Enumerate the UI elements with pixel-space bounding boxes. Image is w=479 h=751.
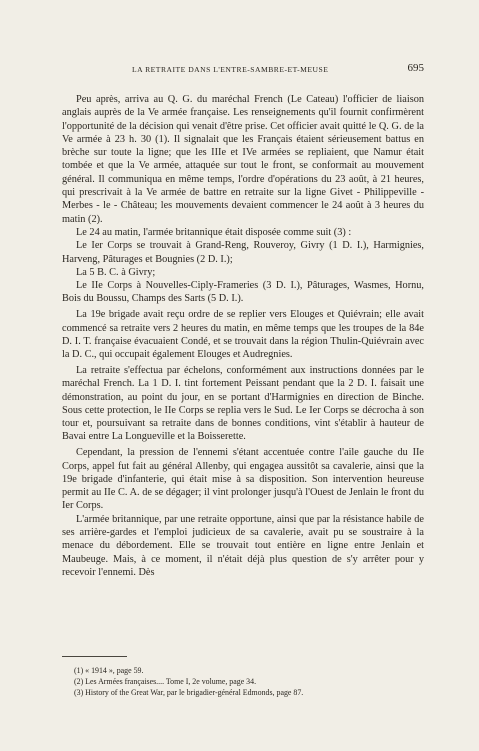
body-text	[62, 93, 424, 579]
paragraph: La 19e brigade avait reçu ordre de se replier vers Elouges et Quiévrain; elle avait commencé sa retraite vers 2 heures du matin, en même temps que les troupes de la 84e D. I. T. française évacuaient Condé, et se trouvait dans la région Thulin-Quiévrain avec la D. C., qui occupait également Elouges et Audregnies.	[62, 309, 424, 361]
paragraph: L'armée britannique, par une retraite opportune, ainsi que par la résistance habile de ses arrière-gardes et l'emploi judicieux de sa cavalerie, avait pu se soustraire à la menace du débordement. Elle se trouvait tout entière en ligne entre Jenlain et Maubeuge. Mais, à ce moment, il n'était déjà plus question de s'y arrêter pour y recevoir l'ennemi. Dès	[62, 513, 424, 578]
paragraph: Cependant, la pression de l'ennemi s'étant accentuée contre l'aile gauche du IIe Corps, appel fut fait au général Allenby, qui engagea aussitôt sa cavalerie, ainsi que la 19e brigade d'infanterie, qui était mise à sa disposition. Son intervention heureuse permit au IIe C. A. de se dégager; il vint prolonger jusqu'à l'Ouest de Jenlain le front du Ier Corps.	[62, 447, 424, 512]
paragraph: Le Ier Corps se trouvait à Grand-Reng, Rouveroy, Givry (1 D. I.), Harmignies, Harveng, Pâturages et Bougnies (2 D. I.);	[62, 240, 424, 265]
paragraph: La retraite s'effectua par échelons, conformément aux instructions données par le maréchal French. La 1 D. I. tint fortement Peissant pendant que la 2 D. I. faisait une démonstration, au point du jour, en se portant d'Harmignies en direction de Binche. Sous cette protection, le IIe Corps se replia vers le Sud. Le Ier Corps se décrocha à son tour et, poursuivant sa retraite dans de bonnes conditions, vint s'établir à hauteur de Bavai entre La Longueville et la Boisserette.	[62, 364, 424, 443]
footnotes	[62, 665, 424, 699]
page-number: 695	[407, 62, 424, 74]
footnote: (2) Les Armées françaises.... Tome I, 2e volume, page 34.	[74, 677, 257, 687]
footnote: (3) History of the Great War, par le brigadier-général Edmonds, page 87.	[74, 688, 304, 698]
footnote-rule	[62, 656, 127, 657]
page-header	[62, 62, 424, 78]
footnote: (1) « 1914 », page 59.	[74, 666, 144, 675]
paragraph: La 5 B. C. à Givry;	[76, 266, 156, 278]
paragraph: Le IIe Corps à Nouvelles-Ciply-Frameries (3 D. I.), Pâturages, Wasmes, Hornu, Bois du Boussu, Champs des Sarts (5 D. I.).	[62, 280, 424, 305]
running-head: LA RETRAITE DANS L'ENTRE-SAMBRE-ET-MEUSE	[132, 65, 329, 74]
paragraph: Le 24 au matin, l'armée britannique était disposée comme suit (3) :	[76, 226, 352, 238]
paragraph: Peu après, arriva au Q. G. du maréchal French (Le Cateau) l'officier de liaison anglais auprès de la Ve armée française. Les renseignements qu'il fournit confirmèrent l'opportunité de la décision qui venait d'être prise. Cet officier avait quitté le Q. G. de la Ve armée à 23 h. 30 (1). Il signalait que les Français étaient sérieusement battus en brèche sur toute la ligne; que les IIIe et IVe armées se repliaient, que Namur était tombée et que la Ve armée, attaquée sur tout le front, se conformait au mouvement général. Il communiqua en même temps, l'ordre d'opérations du 23 août, à 21 heures, qui prescrivait à la Ve armée de battre en retraite sur la ligne Givet - Philippeville - Merbes - le - Château; les mouvements devaient commencer le 24 août à 3 heures du matin (2).	[62, 94, 424, 225]
